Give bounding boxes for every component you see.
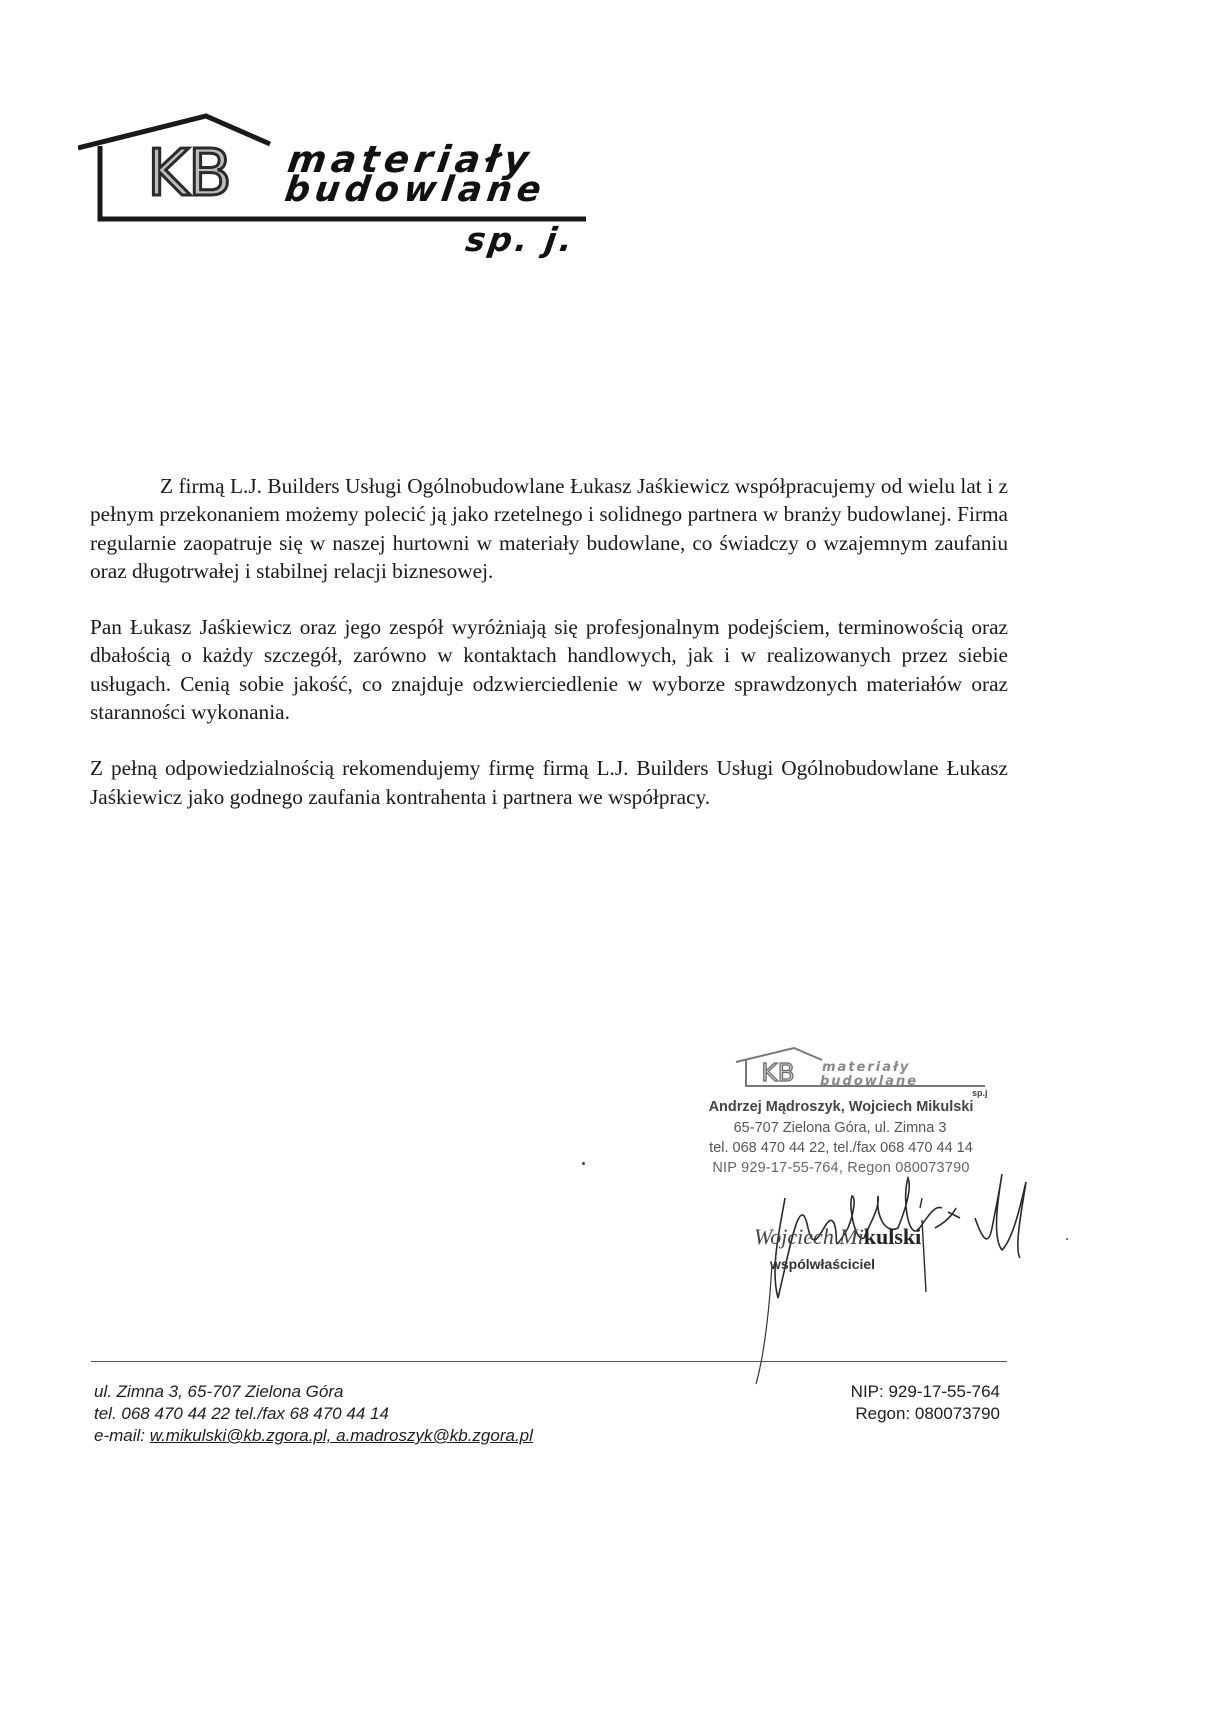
- stamp-tagline-2: budowlane: [820, 1074, 919, 1089]
- logo-tagline-1: materiały: [284, 138, 537, 181]
- footer-email-label: e-mail:: [94, 1426, 146, 1445]
- stamp-phones: tel. 068 470 44 22, tel./fax 068 470 44 14: [709, 1140, 973, 1156]
- signature-role: wspólwłaściciel: [770, 1256, 876, 1272]
- scan-speck: [582, 1162, 585, 1165]
- signature-block: [730, 1168, 1050, 1398]
- scan-speck: [1066, 1238, 1068, 1240]
- company-stamp: [690, 1046, 1000, 1186]
- paragraph-2: Pan Łukasz Jaśkiewicz oraz jego zespół wyróżniają się profesjonalnym podejściem, terminowością oraz dbałością o każdy szczegół, zarówno w kontaktach handlowych, jak i w realizowanych przez siebie usługach. Cenią sobie jakość, co znajduje odzwierciedlenie w wyborze sprawdzonych materiałów oraz staranności wykonania.: [90, 615, 1008, 725]
- company-logo: [78, 108, 598, 258]
- logo-legal-form: sp. j.: [463, 220, 578, 259]
- footer-regon: Regon: 080073790: [855, 1404, 1000, 1423]
- stamp-address: 65-707 Zielona Góra, ul. Zimna 3: [733, 1120, 947, 1136]
- signature-name-bold: kulski: [863, 1224, 922, 1249]
- footer-divider: [91, 1361, 1007, 1362]
- handwritten-signature: [730, 1168, 1050, 1398]
- signature-name: [754, 1224, 921, 1250]
- footer-email-links[interactable]: w.mikulski@kb.zgora.pl, a.madroszyk@kb.zgora.pl: [149, 1426, 533, 1445]
- logo-initials: KB: [147, 137, 231, 211]
- footer-registration: [800, 1381, 1000, 1425]
- stamp-ids: NIP 929-17-55-764, Regon 080073790: [712, 1160, 970, 1176]
- stamp-logo-initials: KB: [761, 1058, 795, 1087]
- stamp-tagline-1: materiały: [822, 1060, 911, 1075]
- footer-nip: NIP: 929-17-55-764: [850, 1382, 1000, 1401]
- signature-name-italic: Wojciech Mi: [754, 1224, 864, 1249]
- paragraph-3: Z pełną odpowiedzialnością rekomendujemy firmę firmą L.J. Builders Usługi Ogólnobudowlane Łukasz Jaśkiewicz jako godnego zaufania kontrahenta i partnera we współpracy.: [90, 756, 1008, 809]
- footer-phones: tel. 068 470 44 22 tel./fax 68 470 44 14: [94, 1404, 389, 1423]
- footer-email-row: [94, 1425, 533, 1447]
- letter-body: [90, 472, 1008, 839]
- logo-tagline-2: budowlane: [282, 170, 549, 210]
- stamp-owners: Andrzej Mądroszyk, Wojciech Mikulski: [708, 1099, 974, 1115]
- paragraph-1: Z firmą L.J. Builders Usługi Ogólnobudowlane Łukasz Jaśkiewicz współpracujemy od wielu lat i z pełnym przekonaniem możemy polecić ją jako rzetelnego i solidnego partnera w branży budowlanej. Firma regularnie zaopatruje się w naszej hurtowni w materiały budowlane, co świadczy o wzajemnym zaufaniu oraz długotrwałej i stabilnej relacji biznesowej.: [90, 474, 1008, 583]
- stamp-legal-form: sp.j: [972, 1088, 988, 1098]
- footer-address: ul. Zimna 3, 65-707 Zielona Góra: [94, 1382, 344, 1401]
- footer-contact: [94, 1381, 533, 1447]
